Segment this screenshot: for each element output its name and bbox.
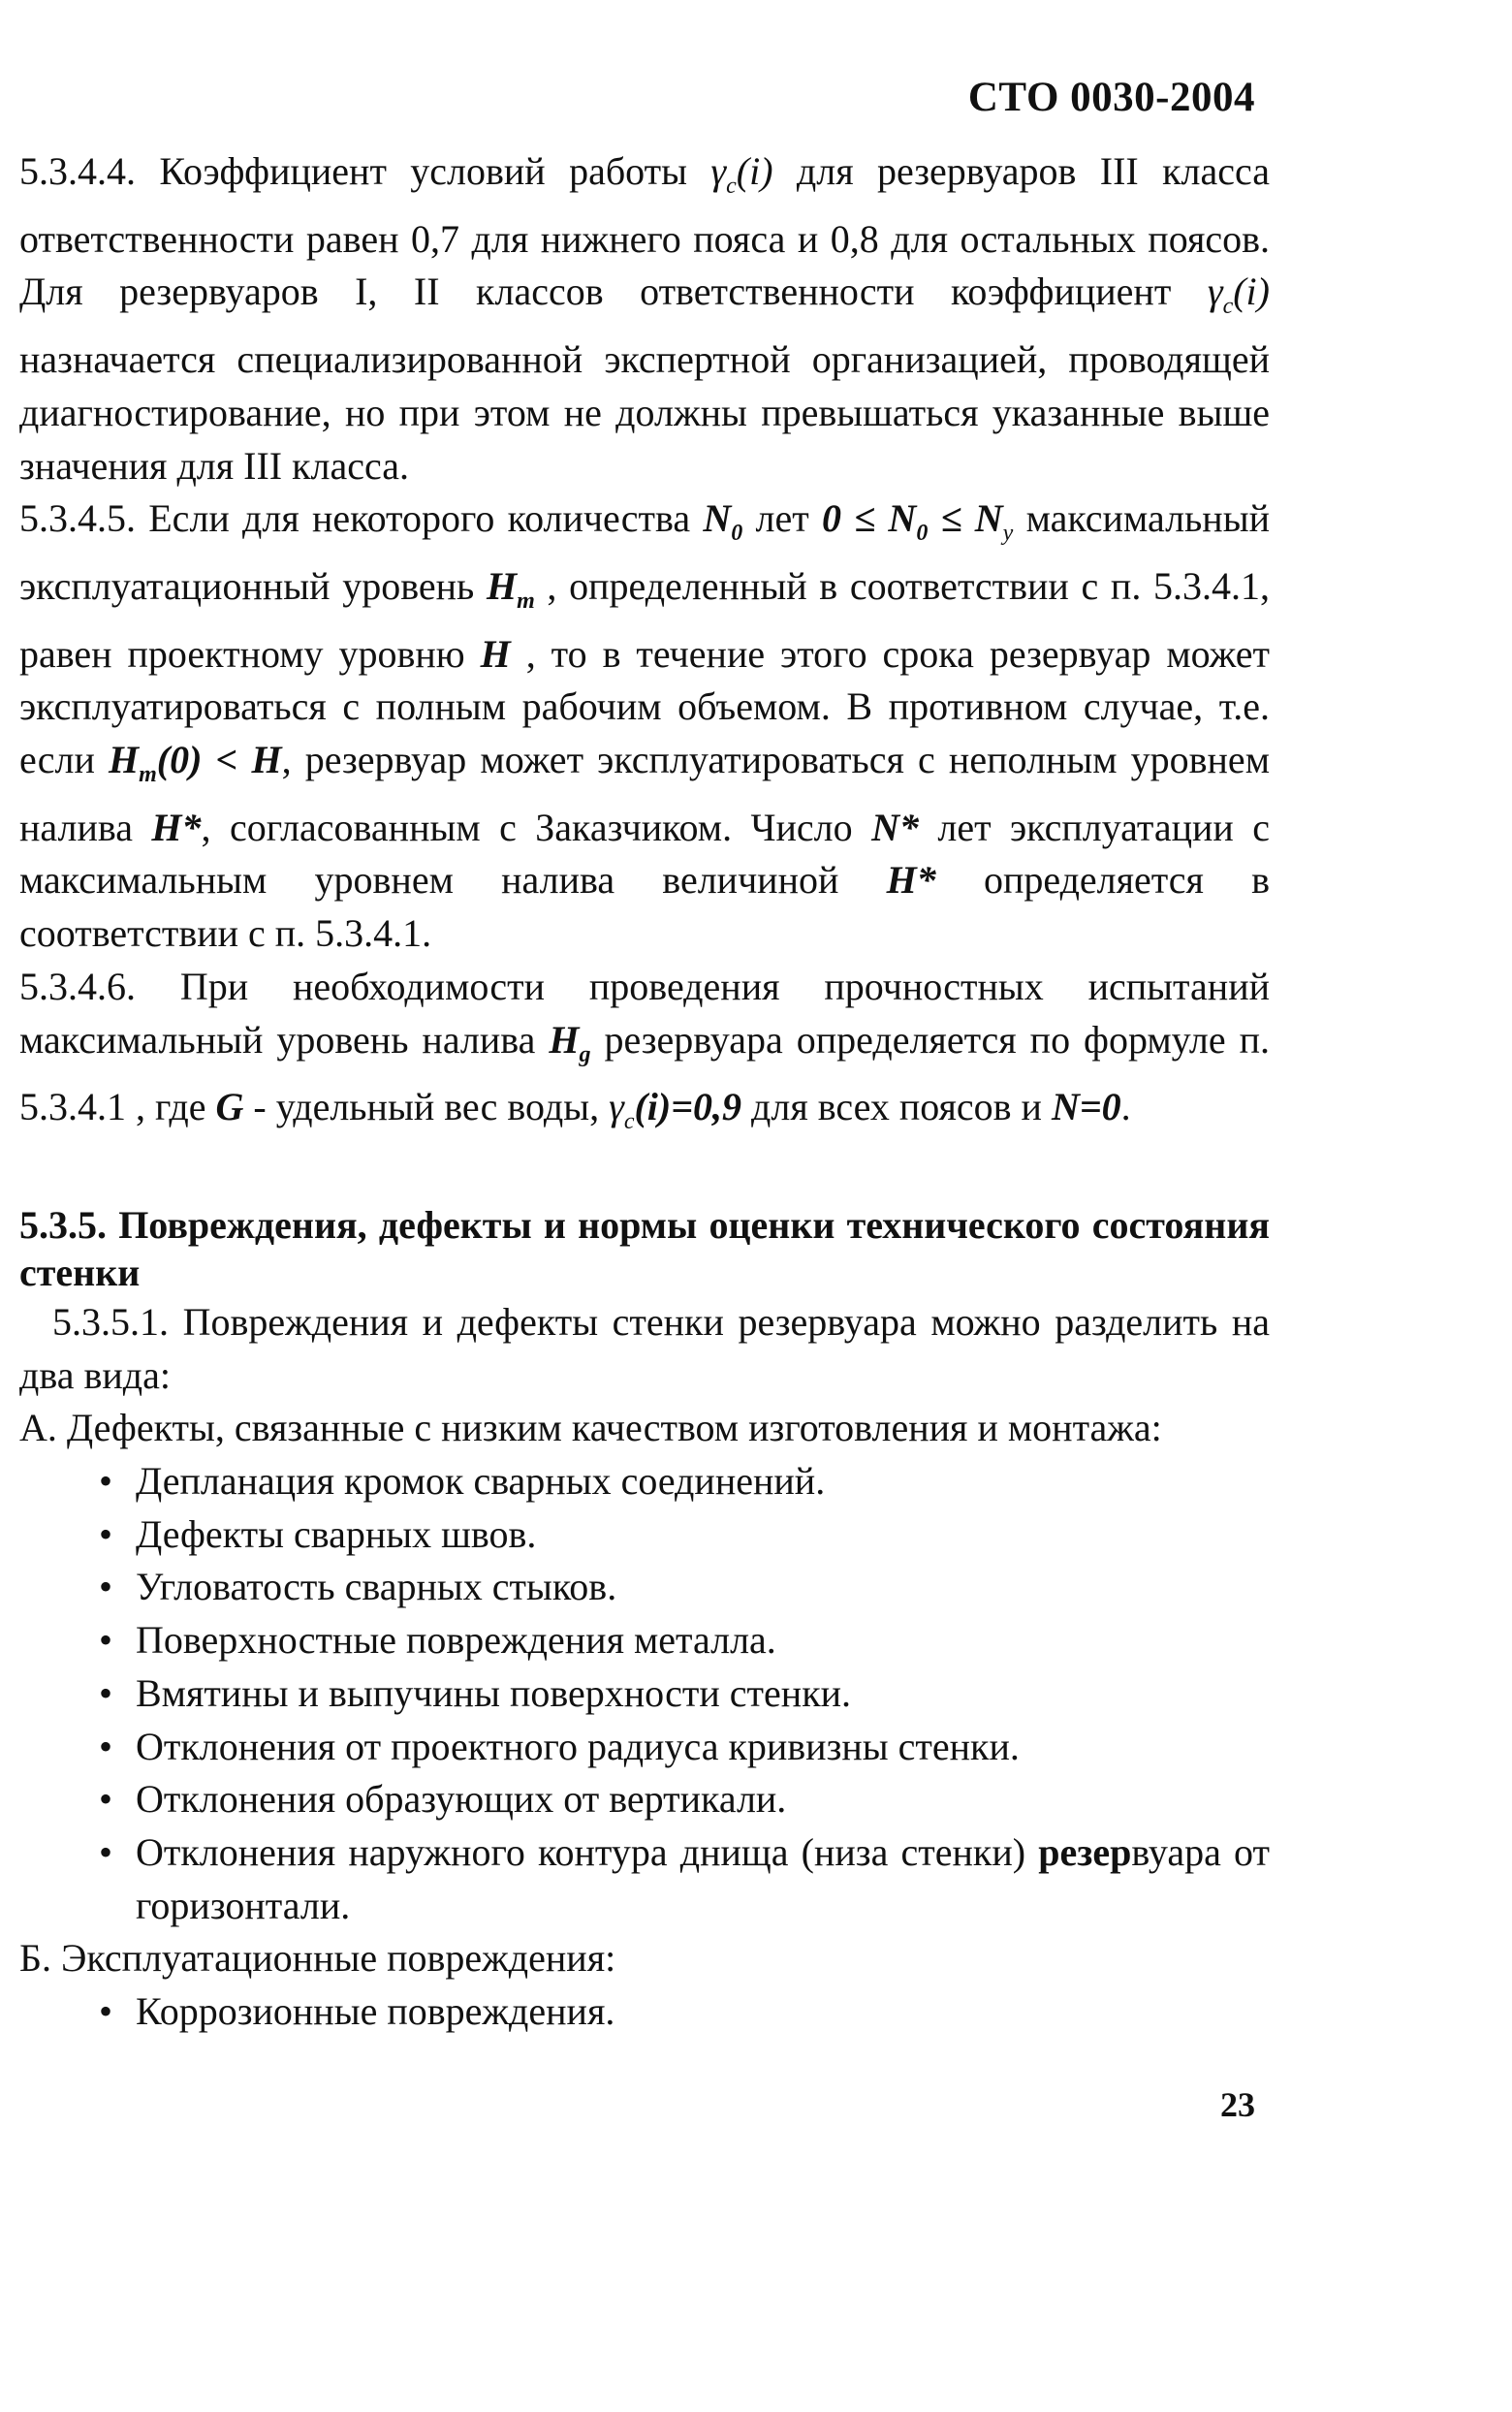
list-item xyxy=(99,1561,1270,1614)
list-item-text: Отклонения от проектного радиуса кривизны стенки. xyxy=(136,1724,1020,1768)
text-run: , то в течение этого срока резервуар может эксплуатироваться с полным рабочим объемом. В противном случае, т.е. если xyxy=(19,631,1271,782)
hstar-symbol: H* xyxy=(151,805,202,849)
text-run: 5.3.4.5. Если для некоторого количества xyxy=(19,496,704,541)
list-item-text: Депланация кромок сварных соединений. xyxy=(136,1459,826,1504)
list-item-text: Отклонения образующих от вертикали. xyxy=(136,1777,787,1822)
hstar-symbol: H* xyxy=(886,858,936,903)
list-item-text: Вмятины и выпучины поверхности стенки. xyxy=(136,1670,852,1715)
hm-subscript: m xyxy=(517,587,535,614)
list-item-text: вуара от горизонтали. xyxy=(136,1829,1270,1927)
bullet-icon: • xyxy=(99,1511,113,1556)
gamma-argument: (i) xyxy=(1233,270,1270,314)
paragraph-5-3-4-6 xyxy=(19,961,1270,1149)
text-run: максимальный эксплуатационный уровень xyxy=(19,496,1270,608)
hg-subscript: g xyxy=(579,1041,591,1067)
n-symbol: N=0 xyxy=(1051,1085,1121,1129)
group-b-title: Б. Эксплуатационные повреждения: xyxy=(19,1936,616,1981)
gamma-argument: (i) xyxy=(736,149,773,193)
list-item xyxy=(99,1985,1270,2039)
text-run: лет xyxy=(742,496,822,541)
paragraph-5-3-4-5 xyxy=(19,492,1270,961)
section-heading-5-3-5: 5.3.5. Повреждения, дефекты и нормы оценки технического состояния стенки xyxy=(19,1202,1270,1294)
bullet-icon: • xyxy=(99,1618,113,1663)
text-run: . xyxy=(1120,1085,1131,1129)
list-item-text-bold: резер xyxy=(1038,1829,1132,1874)
group-a-list xyxy=(19,1455,1270,1932)
list-item-text: Коррозионные повреждения. xyxy=(136,1989,615,2034)
text-run: назначается специализированной экспертной организацией, проводящей диагностирование, но при этом не должны превышаться указанные выше значения для III класса. xyxy=(19,337,1270,488)
gamma-symbol: γ xyxy=(1207,270,1223,314)
text-run: лет эксплуатации с максимальным уровнем налива величиной xyxy=(19,805,1271,903)
text-run: для всех поясов и xyxy=(741,1085,1052,1129)
page-number: 23 xyxy=(1220,2085,1255,2124)
nstar-symbol: N* xyxy=(871,805,919,849)
list-item xyxy=(99,1667,1270,1721)
list-item xyxy=(99,1721,1270,1774)
text-run: 5.3.4.6. При необходимости проведения прочностных испытаний максимальный уровень налива xyxy=(19,964,1270,1062)
group-b-list xyxy=(19,1985,1270,2039)
gamma-subscript: c xyxy=(1222,294,1234,320)
n0-subscript: 0 xyxy=(731,521,743,547)
list-item-text: Угловатость сварных стыков. xyxy=(136,1565,617,1609)
list-item-text: Поверхностные повреждения металла. xyxy=(136,1618,776,1663)
document-code-header: СТО 0030-2004 xyxy=(967,75,1255,120)
page-body xyxy=(19,145,1270,2039)
gamma-symbol: γ xyxy=(609,1085,624,1129)
hg-symbol: H xyxy=(549,1017,580,1062)
condition-rest: (0) < H xyxy=(156,738,282,782)
text-run: определяется в соответствии с п. 5.3.4.1. xyxy=(19,858,1270,956)
gamma-symbol: γ xyxy=(710,149,727,193)
bullet-icon: • xyxy=(99,1777,113,1822)
list-item xyxy=(99,1773,1270,1826)
g-symbol: G xyxy=(215,1085,244,1129)
hm-symbol: H xyxy=(486,563,518,608)
text-run: , определенный в соответствии с п. 5.3.4.1, равен проектному уровню xyxy=(19,563,1270,676)
bullet-icon: • xyxy=(99,1670,113,1715)
bullet-icon: • xyxy=(99,1989,113,2034)
bullet-icon: • xyxy=(99,1724,113,1768)
gamma-subscript: c xyxy=(726,174,737,199)
inequality-part: 0 ≤ N xyxy=(821,496,917,541)
condition-subscript: m xyxy=(139,762,157,788)
inequality-subscript: y xyxy=(1002,521,1014,547)
text-run: 5.3.4.4. Коэффициент условий работы xyxy=(19,149,711,193)
paragraph-5-3-5-1: 5.3.5.1. Повреждения и дефекты стенки резервуара можно разделить на два вида: xyxy=(19,1299,1270,1397)
text-run: резервуара определяется по формуле п. 5.3.4.1 , где xyxy=(19,1017,1270,1129)
group-a-title: А. Дефекты, связанные с низким качеством изготовления и монтажа: xyxy=(19,1406,1162,1450)
spacer xyxy=(19,1149,1270,1201)
text-run: для резервуаров III класса ответственности равен 0,7 для нижнего пояса и 0,8 для остальных поясов. Для резервуаров I, II классов ответственности коэффициент xyxy=(19,149,1271,314)
list-item xyxy=(99,1614,1270,1667)
list-item-text: Дефекты сварных швов. xyxy=(136,1511,537,1556)
gamma-subscript: c xyxy=(623,1109,635,1135)
formula: (i)=0,9 xyxy=(634,1085,742,1129)
h-symbol: H xyxy=(480,631,511,676)
text-run: , согласованным с Заказчиком. Число xyxy=(201,805,872,849)
text-run: - удельный вес воды, xyxy=(243,1085,610,1129)
list-item xyxy=(99,1455,1270,1508)
inequality-subscript: 0 xyxy=(916,521,929,547)
paragraph-5-3-4-4 xyxy=(19,145,1270,492)
bullet-icon: • xyxy=(99,1459,113,1504)
condition-symbol: H xyxy=(109,738,140,782)
list-item xyxy=(99,1508,1270,1562)
bullet-icon: • xyxy=(99,1565,113,1609)
list-item-text: Отклонения наружного контура днища (низа стенки) xyxy=(136,1829,1039,1874)
list-item xyxy=(99,1826,1270,1932)
bullet-icon: • xyxy=(99,1829,113,1874)
text-run: , резервуар может эксплуатироваться с неполным уровнем налива xyxy=(19,738,1271,849)
inequality-part: ≤ N xyxy=(928,496,1003,541)
n0-symbol: N xyxy=(703,496,732,541)
